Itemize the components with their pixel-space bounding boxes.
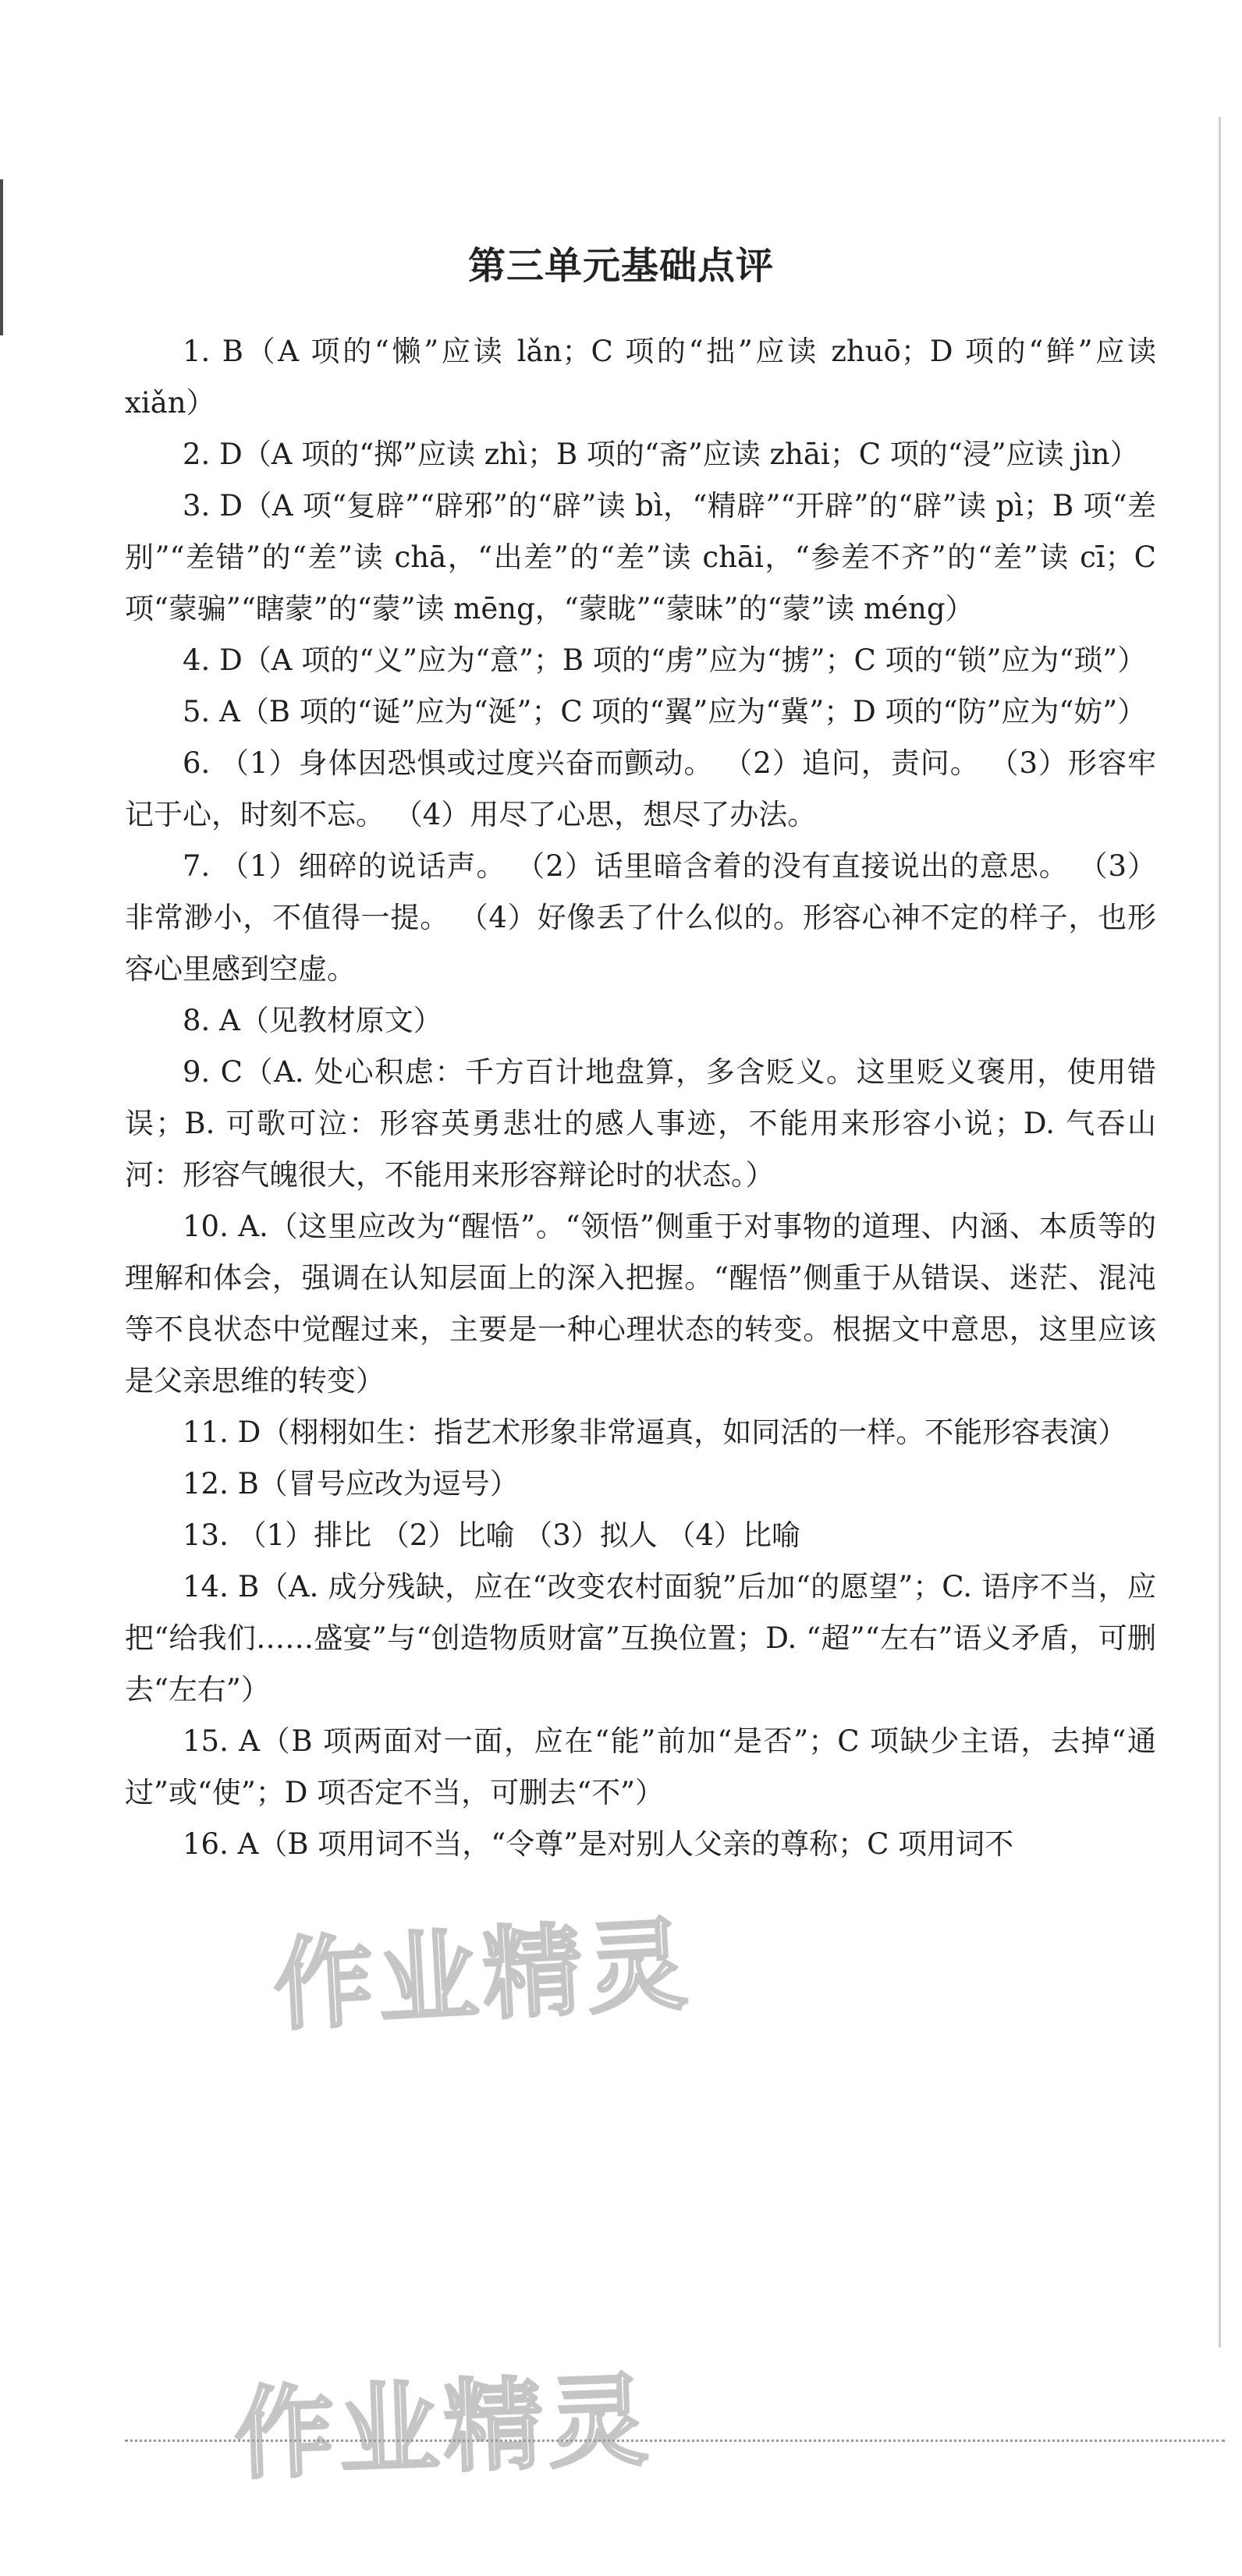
page-footer-divider <box>125 2440 1225 2442</box>
answer-item-11: 11. D（栩栩如生：指艺术形象非常逼真，如同活的一样。不能形容表演） <box>183 1416 1127 1449</box>
answer-item-5: 5. A（B 项的“诞”应为“涎”；C 项的“翼”应为“冀”；D 项的“防”应为“妨”） <box>183 695 1147 728</box>
answer-list <box>125 326 1156 1870</box>
page-edge-right <box>1219 117 1221 2347</box>
answer-item-1: 1. B（A 项的“懒”应读 lǎn；C 项的“拙”应读 zhuō；D 项的“鲜”应读 xiǎn） <box>125 335 1156 420</box>
answer-item-8: 8. A（见教材原文） <box>183 1004 442 1037</box>
answer-item-3: 3. D（A 项“复辟”“辟邪”的“辟”读 bì，“精辟”“开辟”的“辟”读 pì；B 项“差别”“差错”的“差”读 chā，“出差”的“差”读 chāi，“参差不齐”的“差”读 cī；C 项“蒙骗”“瞎蒙”的“蒙”读 mēng，“蒙眬”“蒙昧”的“蒙”读 méng） <box>125 489 1156 625</box>
answer-item-16: 16. A（B 项用词不当，“令尊”是对别人父亲的尊称；C 项用词不 <box>183 1827 1014 1861</box>
watermark-logo-bottom: 作业精灵 <box>232 2362 655 2494</box>
answer-item-9: 9. C（A. 处心积虑：千方百计地盘算，多含贬义。这里贬义褒用，使用错误；B. 可歌可泣：形容英勇悲壮的感人事迹，不能用来形容小说；D. 气吞山河：形容气魄很大，不能用来形容辩论时的状态。） <box>125 1055 1156 1192</box>
answer-item-13: 13. （1）排比 （2）比喻 （3）拟人 （4）比喻 <box>183 1518 801 1552</box>
answer-item-2: 2. D（A 项的“掷”应读 zhì；B 项的“斋”应读 zhāi；C 项的“浸”应读 jìn） <box>183 438 1139 471</box>
answer-item-7: 7. （1）细碎的说话声。 （2）话里暗含着的没有直接说出的意思。 （3）非常渺小，不值得一提。 （4）好像丢了什么似的。形容心神不定的样子，也形容心里感到空虚。 <box>125 849 1156 986</box>
answer-item-12: 12. B（冒号应改为逗号） <box>183 1467 519 1501</box>
watermark-logo: 作业精灵 <box>271 1907 695 2045</box>
answer-item-4: 4. D（A 项的“义”应为“意”；B 项的“虏”应为“掳”；C 项的“锁”应为“琐”） <box>183 643 1147 677</box>
page-title: 第三单元基础点评 <box>467 244 774 289</box>
answer-item-6: 6. （1）身体因恐惧或过度兴奋而颤动。 （2）追问，责问。 （3）形容牢记于心，时刻不忘。 （4）用尽了心思，想尽了办法。 <box>125 746 1156 831</box>
answer-item-14: 14. B（A. 成分残缺，应在“改变农村面貌”后加“的愿望”；C. 语序不当，应把“给我们……盛宴”与“创造物质财富”互换位置；D. “超”“左右”语义矛盾，可删去“左右”） <box>125 1570 1156 1706</box>
answer-item-15: 15. A（B 项两面对一面，应在“能”前加“是否”；C 项缺少主语，去掉“通过”或“使”；D 项否定不当，可删去“不”） <box>125 1724 1156 1809</box>
answer-item-10: 10. A.（这里应改为“醒悟”。“领悟”侧重于对事物的道理、内涵、本质等的理解和体会，强调在认知层面上的深入把握。“醒悟”侧重于从错误、迷茫、混沌等不良状态中觉醒过来，主要是一种心理状态的转变。根据文中意思，这里应该是父亲思维的转变） <box>125 1210 1156 1398</box>
